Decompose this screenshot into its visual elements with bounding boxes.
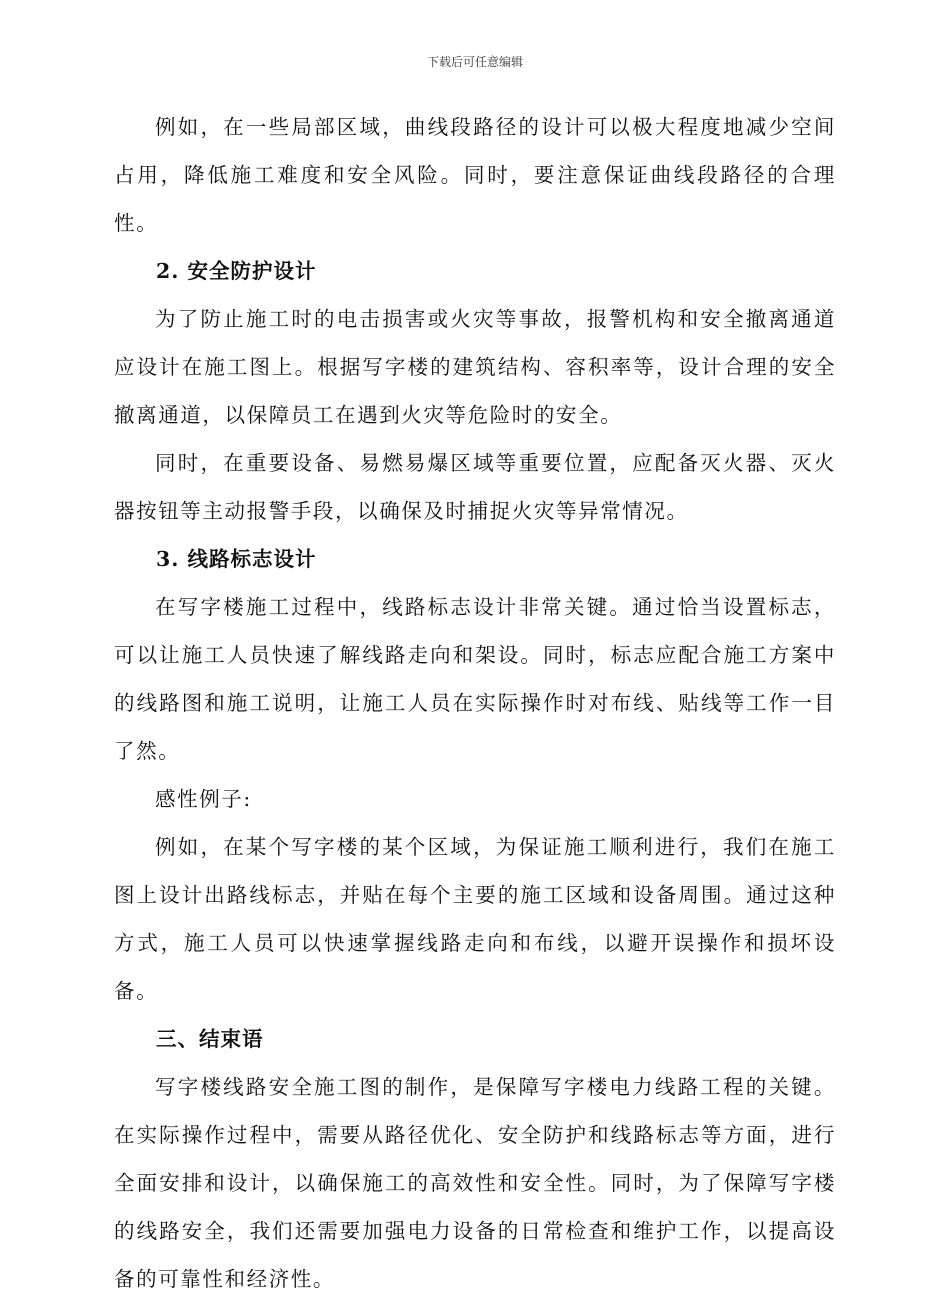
section-heading-conclusion: 三、结束语 [156,1027,264,1051]
page-header: 下载后可任意编辑 [426,55,523,69]
paragraph-conclusion: 写字楼线路安全施工图的制作，是保障写字楼电力线路工程的关键。在实际操作过程中，需要从路径优化、安全防护和线路标志等方面，进行全面安排和设计，以确保施工的高效性和安全性。同时，为了保障写字楼的线路安全，我们还需要加强电力设备的日常检查和维护工作，以提高设备的可靠性和经济性。 [114,1075,836,1291]
section-heading-line-markings: 3. 线路标志设计 [156,547,317,571]
paragraph-fire-extinguishers: 同时，在重要设备、易燃易爆区域等重要位置，应配备灭火器、灭火器按钮等主动报警手段，以确保及时捕捉火灾等异常情况。 [114,451,836,523]
paragraph-alarm-evacuation: 为了防止施工时的电击损害或火灾等事故，报警机构和安全撤离通道应设计在施工图上。根据写字楼的建筑结构、容积率等，设计合理的安全撤离通道，以保障员工在遇到火灾等危险时的安全。 [114,307,836,427]
paragraph-curve-path-example: 例如，在一些局部区域，曲线段路径的设计可以极大程度地减少空间占用，降低施工难度和安全风险。同时，要注意保证曲线段路径的合理性。 [114,115,836,235]
paragraph-example-label: 感性例子: [155,787,252,811]
paragraph-line-marking-design: 在写字楼施工过程中，线路标志设计非常关键。通过恰当设置标志，可以让施工人员快速了解线路走向和架设。同时，标志应配合施工方案中的线路图和施工说明，让施工人员在实际操作时对布线、贴线等工作一目了然。 [114,595,836,763]
section-heading-safety-protection: 2. 安全防护设计 [156,259,317,283]
document-body [114,103,836,1303]
paragraph-marking-example: 例如，在某个写字楼的某个区域，为保证施工顺利进行，我们在施工图上设计出路线标志，并贴在每个主要的施工区域和设备周围。通过这种方式，施工人员可以快速掌握线路走向和布线，以避开误操作和损坏设备。 [114,835,836,1003]
